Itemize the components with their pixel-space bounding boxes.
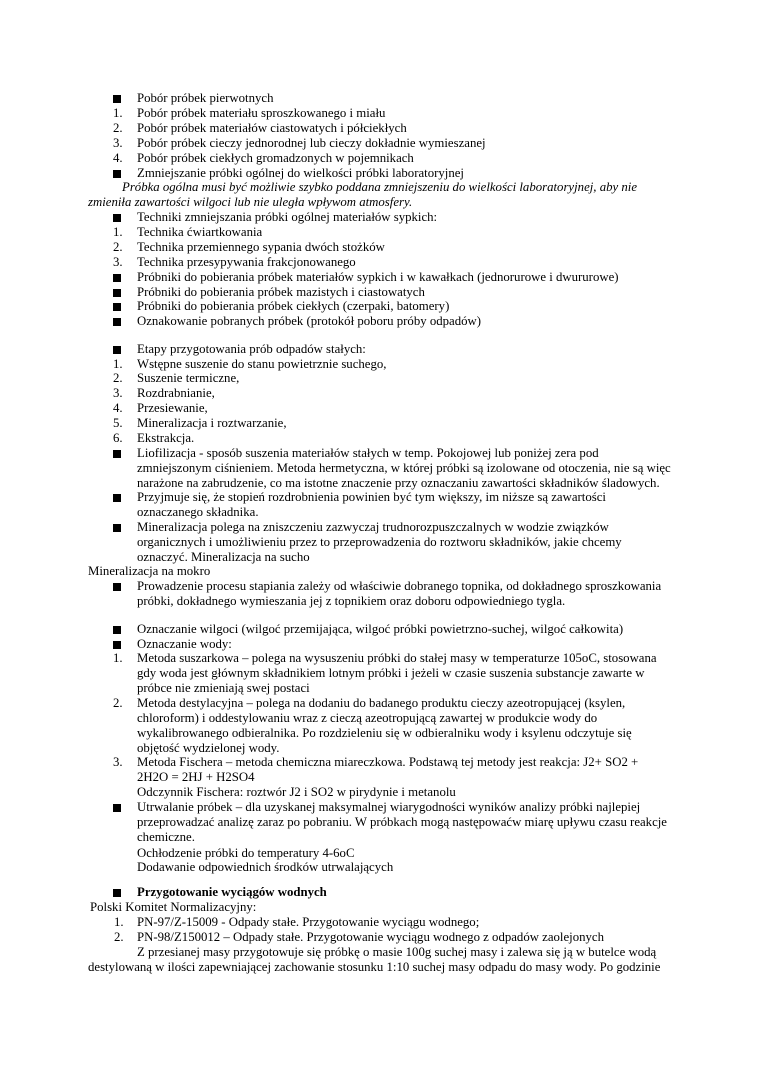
bullet-item: Oznaczanie wody: [137, 637, 232, 651]
list-number: 5. [113, 416, 123, 430]
bullet-icon [113, 626, 121, 634]
continuation-line: objętość wydzielonej wody. [137, 741, 280, 755]
continuation-line: przeprowadzać analizę zaraz po pobraniu. W próbkach mogą następowaćw miarę upływu czasu reakcje [137, 815, 667, 829]
bullet-icon [113, 95, 121, 103]
list-number: 2. [113, 121, 123, 135]
sub-line: Ochłodzenie próbki do temperatury 4-6oC [137, 846, 355, 860]
list-number: 3. [113, 136, 123, 150]
paragraph-line: destylowaną w ilości zapewniającej zachowanie stosunku 1:10 suchej masy odpadu do masy wody. Po godzinie [88, 960, 661, 974]
continuation-line: organicznych i umożliwieniu przez to przeprowadzenia do roztworu składników, jakie chcemy [137, 535, 622, 549]
continuation-line: 2H2O = 2HJ + H2SO4 [137, 770, 255, 784]
paragraph-line: Polski Komitet Normalizacyjny: [90, 900, 257, 914]
numbered-item: Rozdrabnianie, [137, 386, 215, 400]
numbered-item: Metoda suszarkowa – polega na wysuszeniu próbki do stałej masy w temperaturze 105oC, stosowana [137, 651, 657, 665]
sub-line: Dodawanie odpowiednich środków utrwalających [137, 860, 394, 874]
numbered-item: Pobór próbek ciekłych gromadzonych w pojemnikach [137, 151, 414, 165]
bullet-item: Próbniki do pobierania próbek mazistych i ciastowatych [137, 285, 425, 299]
italic-note: Próbka ogólna musi być możliwie szybko poddana zmniejszeniu do wielkości laboratoryjnej, aby nie [122, 180, 638, 194]
continuation-line: wykalibrowanego odbieralnika. Po rozdzieleniu się w odbieralniku wody i ksylenu odczytuje się [137, 726, 632, 740]
list-number: 3. [113, 386, 123, 400]
bullet-item: Oznakowanie pobranych próbek (protokół poboru próby odpadów) [137, 314, 482, 328]
bullet-icon [113, 450, 121, 458]
bullet-item: Próbniki do pobierania próbek materiałów sypkich i w kawałkach (jednorurowe i dwururowe) [137, 270, 619, 284]
list-number: 2. [113, 696, 123, 710]
bullet-item: Etapy przygotowania prób odpadów stałych: [137, 342, 366, 356]
list-number: 2. [113, 371, 123, 385]
continuation-line: narażone na zabrudzenie, co ma istotne znaczenie przy oznaczaniu zawartości składników śladowych. [137, 476, 660, 490]
bullet-icon [113, 170, 121, 178]
bullet-icon [113, 524, 121, 532]
numbered-item: Technika przesypywania frakcjonowanego [137, 255, 356, 269]
bullet-icon [113, 289, 121, 297]
list-number: 6. [113, 431, 123, 445]
numbered-item: Ekstrakcja. [137, 431, 195, 445]
bullet-item: Techniki zmniejszania próbki ogólnej materiałów sypkich: [137, 210, 438, 224]
bullet-item: Mineralizacja polega na zniszczeniu zazwyczaj trudnorozpuszczalnych w wodzie związków [137, 520, 609, 534]
bullet-item: Oznaczanie wilgoci (wilgoć przemijająca, wilgoć próbki powietrzno-suchej, wilgoć całkowita) [137, 622, 624, 636]
list-number: 2. [114, 930, 124, 944]
continuation-line: próbki, dokładnego wymieszania jej z topnikiem oraz doboru odpowiedniego tygla. [137, 594, 566, 608]
bullet-icon [113, 214, 121, 222]
continuation-line: chemiczne. [137, 830, 195, 844]
numbered-item: Metoda Fischera – metoda chemiczna miareczkowa. Podstawą tej metody jest reakcja: J2+ SO2 + [137, 755, 639, 769]
bullet-icon [113, 346, 121, 354]
numbered-item: Przesiewanie, [137, 401, 208, 415]
numbered-item: PN-97/Z-15009 - Odpady stałe. Przygotowanie wyciągu wodnego; [137, 915, 480, 929]
bullet-icon [113, 318, 121, 326]
list-number: 4. [113, 151, 123, 165]
bullet-icon [113, 804, 121, 812]
numbered-item: Technika przemiennego sypania dwóch stożków [137, 240, 385, 254]
list-number: 1. [113, 651, 123, 665]
numbered-item: Mineralizacja i roztwarzanie, [137, 416, 287, 430]
bullet-icon [113, 274, 121, 282]
section-heading: Przygotowanie wyciągów wodnych [137, 885, 327, 899]
numbered-item: PN-98/Z150012 – Odpady stałe. Przygotowanie wyciągu wodnego z odpadów zaolejonych [137, 930, 604, 944]
numbered-item: Pobór próbek materiału sproszkowanego i miału [137, 106, 386, 120]
bullet-icon [113, 494, 121, 502]
sub-line: Odczynnik Fischera: roztwór J2 i SO2 w pirydynie i metanolu [137, 785, 456, 799]
bullet-icon [113, 641, 121, 649]
numbered-item: Technika ćwiartkowania [137, 225, 263, 239]
bullet-item: Prowadzenie procesu stapiania zależy od właściwie dobranego topnika, od dokładnego sproszkowania [137, 579, 662, 593]
bullet-item: Liofilizacja - sposób suszenia materiałów stałych w temp. Pokojowej lub poniżej zera pod [137, 446, 599, 460]
bullet-item: Zmniejszanie próbki ogólnej do wielkości próbki laboratoryjnej [137, 166, 464, 180]
continuation-line: gdy woda jest głównym składnikiem lotnym próbki i jeżeli w czasie suszenia substancje zawarte w [137, 666, 645, 680]
continuation-line: chloroform) i oddestylowaniu wraz z cieczą azeotropującą zawartej w produkcie wody do [137, 711, 598, 725]
list-number: 2. [113, 240, 123, 254]
continuation-line: próbce nie zmieniają swej postaci [137, 681, 310, 695]
bullet-item: Próbniki do pobierania próbek ciekłych (czerpaki, batomery) [137, 299, 450, 313]
numbered-item: Suszenie termiczne, [137, 371, 240, 385]
paragraph-line: Mineralizacja na mokro [88, 564, 211, 578]
continuation-line: zmniejszonym ciśnieniem. Metoda hermetyczna, w której próbki są izolowane od otoczenia, nie są więc [137, 461, 671, 475]
list-number: 1. [113, 357, 123, 371]
continuation-line: oznaczanego składnika. [137, 505, 259, 519]
bullet-item: Przyjmuje się, że stopień rozdrobnienia powinien być tym większy, im niższe są zawartości [137, 490, 606, 504]
list-number: 1. [113, 106, 123, 120]
numbered-item: Pobór próbek materiałów ciastowatych i półciekłych [137, 121, 407, 135]
list-number: 1. [113, 225, 123, 239]
list-number: 3. [113, 255, 123, 269]
bullet-icon [113, 583, 121, 591]
bullet-item: Utrwalanie próbek – dla uzyskanej maksymalnej wiarygodności wyników analizy próbki najlepiej [137, 800, 641, 814]
list-number: 4. [113, 401, 123, 415]
numbered-item: Metoda destylacyjna – polega na dodaniu do badanego produktu cieczy azeotropującej (ksylen, [137, 696, 626, 710]
continuation-line: oznaczyć. Mineralizacja na sucho [137, 550, 310, 564]
paragraph-line: Z przesianej masy przygotowuje się próbkę o masie 100g suchej masy i zalewa się ją w butelce wodą [137, 945, 657, 959]
bullet-icon [113, 889, 121, 897]
bullet-icon [113, 303, 121, 311]
list-number: 3. [113, 755, 123, 769]
italic-note: zmieniła zawartości wilgoci lub nie uległa wpływom atmosfery. [88, 195, 413, 209]
numbered-item: Wstępne suszenie do stanu powietrznie suchego, [137, 357, 387, 371]
list-number: 1. [114, 915, 124, 929]
numbered-item: Pobór próbek cieczy jednorodnej lub cieczy dokładnie wymieszanej [137, 136, 486, 150]
bullet-item: Pobór próbek pierwotnych [137, 91, 274, 105]
